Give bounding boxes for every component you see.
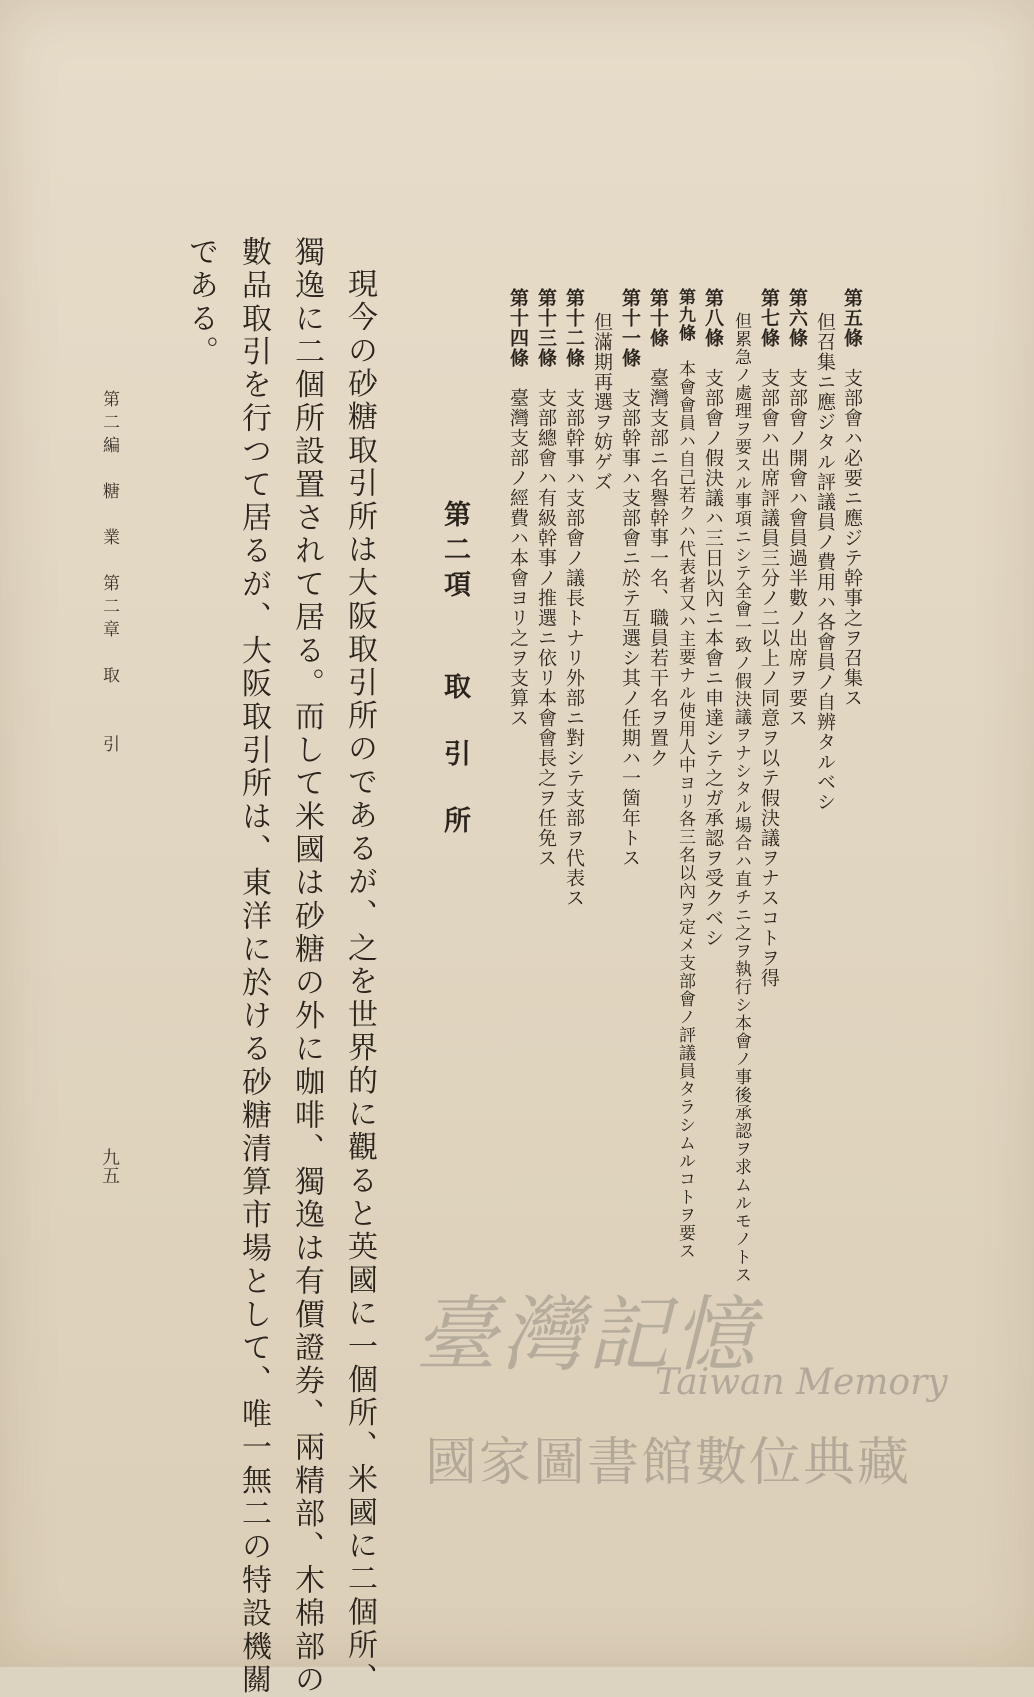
rule-column [815,312,834,812]
watermark-logo-text: 臺灣記憶 [415,1288,759,1383]
section-label: 第二項 [439,500,470,605]
rule-column [732,312,749,1284]
rule-text: 支部會ハ必要ニ應ジテ幹事之ヲ召集ス [841,368,863,708]
rule-text: 臺灣支部ノ經費ハ本會ヨリ之ヲ支算ス [507,388,529,728]
rule-text: 支部幹事ハ支部會ノ議長トナリ外部ニ對シテ支部ヲ代表ス [563,388,585,908]
rule-text: 但召集ニ應ジタル評議員ノ費用ハ各會員ノ自辨タルベシ [814,312,836,812]
rule-label: 第六條 [786,288,808,348]
section-heading [435,500,474,873]
running-header: 第二編 糖 業 第二章 取 引 [99,390,119,758]
body-column: である。 [183,236,218,369]
rule-column [676,288,693,1260]
rule-column [508,288,527,728]
rule-label: 第五條 [841,288,863,348]
rule-label: 第十三條 [535,288,557,368]
rule-label: 第九條 [675,288,695,342]
body-column: 數品取引を行つて居るが、大阪取引所は、東洋に於ける砂糖清算市場として、唯一無二の特設機關 [236,236,271,1697]
rule-column [592,312,611,492]
rule-column [787,288,806,728]
rule-label: 第十二條 [563,288,585,368]
rule-column [842,288,861,708]
rule-column [759,288,778,988]
body-column: 現今の砂糖取引所は大阪取引所のであるが、之を世界的に觀ると英國に一個所、米國に二個所、 [342,268,377,1696]
rule-column [536,288,555,868]
rule-label: 第八條 [702,288,724,348]
rule-text: 但累急ノ處理ヲ要スル事項ニシテ全會一致ノ假決議ヲナシタル場合ハ直チニ之ヲ執行シ本會ノ事後承認ヲ求ムルモノトス [731,312,751,1284]
watermark-library-text: 國家圖書館數位典藏 [425,1433,912,1493]
rule-column [703,288,722,948]
body-column: 獨逸に二個所設置されて居る。而して米國は砂糖の外に咖啡、獨逸は有價證券、兩精部、木棉部の [289,236,324,1697]
page-number: 九五 [99,1148,120,1184]
watermark-english-text: Taiwan Memory [655,1362,948,1403]
rule-text: 臺灣支部ニ名譽幹事一名、職員若干名ヲ置ク [647,368,669,768]
rule-column [648,288,667,768]
rule-text: 支部總會ハ有級幹事ノ推選ニ依リ本會會長之ヲ任免ス [535,388,557,868]
rule-label: 第十條 [647,288,669,348]
rule-label: 第十一條 [619,288,641,368]
rule-text: 支部會ハ出席評議員三分ノ二以上ノ同意ヲ以テ假決議ヲナスコトヲ得 [758,368,780,988]
rule-text: 本會會員ハ自己若クハ代表者又ハ主要ナル使用人中ヨリ各三名以內ヲ定メ支部會ノ評議員タラシムルコトヲ要ス [675,360,695,1260]
section-title: 取引所 [439,672,470,873]
rule-label: 第七條 [758,288,780,348]
rule-text: 支部會ノ假決議ハ三日以內ニ本會ニ申達シテ之ガ承認ヲ受クベシ [702,368,724,948]
rule-text: 支部會ノ開會ハ會員過半數ノ出席ヲ要ス [786,368,808,728]
rule-column [620,288,639,868]
rule-text: 支部幹事ハ支部會ニ於テ互選シ其ノ任期ハ一箇年トス [619,388,641,868]
rule-label: 第十四條 [507,288,529,368]
rule-text: 但滿期再選ヲ妨ゲズ [591,312,613,492]
library-watermark [395,1270,955,1500]
rule-column [564,288,583,908]
